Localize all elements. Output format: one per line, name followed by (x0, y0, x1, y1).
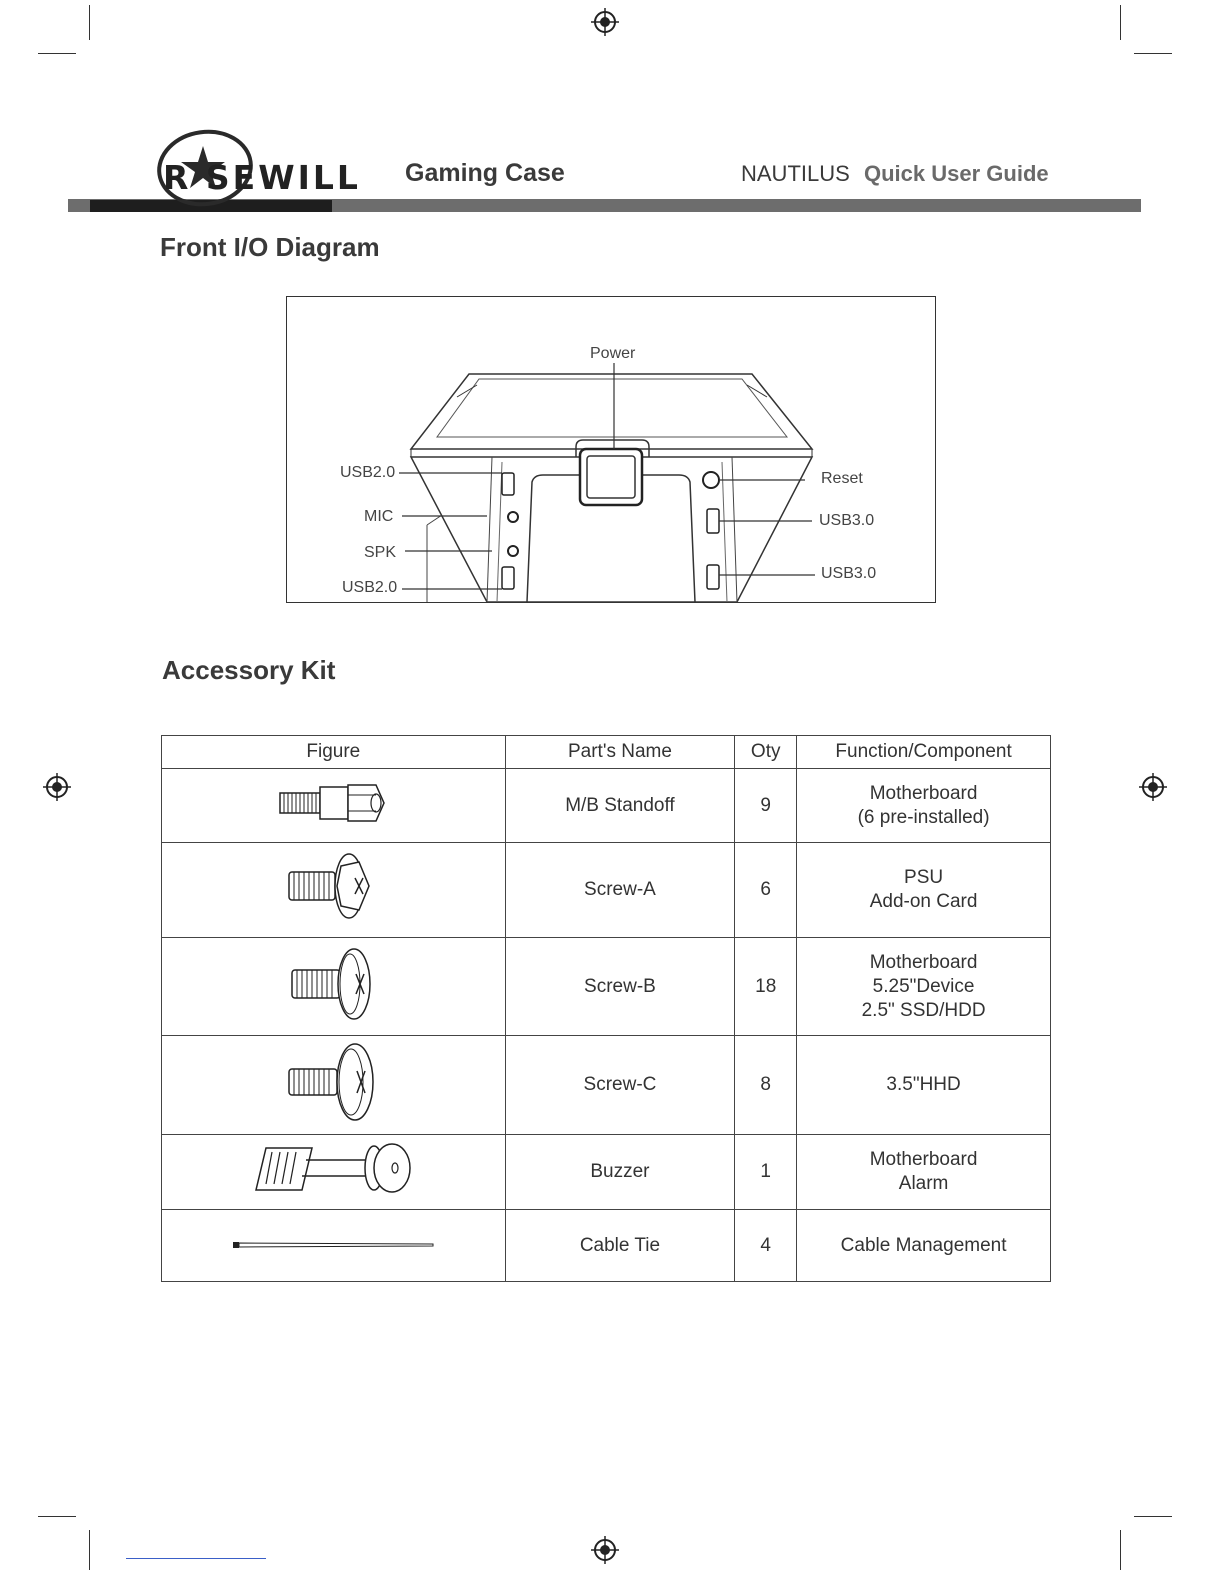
column-header-figure: Figure (162, 736, 506, 769)
figure-cell (162, 1036, 506, 1135)
figure-cell (162, 843, 506, 938)
function-line: Motherboard (869, 782, 978, 804)
table-header-row (162, 736, 1051, 769)
registration-mark-icon (590, 1535, 620, 1565)
crop-mark (1120, 5, 1121, 40)
screw-a-icon (285, 852, 381, 922)
mb-standoff-icon (278, 781, 388, 825)
section-title-front-io: Front I/O Diagram (160, 232, 380, 262)
io-label-mic: MIC (364, 508, 394, 525)
table-row (162, 843, 1051, 938)
figure-cell (162, 769, 506, 843)
function-cell (797, 843, 1051, 938)
crop-mark (89, 5, 90, 40)
guide-title: Quick User Guide (864, 161, 1049, 186)
brand-name: R SEWILL (163, 158, 361, 197)
part-name-cell: Screw-B (505, 938, 735, 1036)
function-line: Motherboard (869, 1149, 978, 1170)
section-title-accessory-kit: Accessory Kit (162, 655, 336, 685)
footer-link-underline (126, 1558, 266, 1559)
figure-cell (162, 1135, 506, 1210)
product-type: Gaming Case (405, 159, 565, 187)
registration-mark-icon (590, 7, 620, 37)
part-name-cell: M/B Standoff (505, 769, 735, 843)
table-row (162, 1210, 1051, 1282)
function-line: 5.25"Device (872, 975, 975, 997)
qty-cell: 6 (735, 843, 797, 938)
io-label-usb2-bottom: USB2.0 (342, 579, 398, 596)
part-name-cell: Buzzer (505, 1135, 735, 1210)
part-name-cell: Cable Tie (505, 1210, 735, 1282)
table-row (162, 938, 1051, 1036)
function-cell (797, 1135, 1051, 1210)
brand-logo (155, 122, 415, 214)
crop-mark (1134, 1516, 1172, 1517)
registration-mark-icon (42, 772, 72, 802)
function-line: 2.5" SSD/HDD (861, 999, 986, 1021)
qty-cell: 9 (735, 769, 797, 843)
function-line: PSU (904, 867, 944, 888)
crop-mark (1120, 1530, 1121, 1570)
model-name: NAUTILUS (741, 161, 850, 186)
function-line: Add-on Card (869, 891, 978, 912)
function-line: Motherboard (869, 951, 978, 973)
buzzer-icon (252, 1140, 414, 1198)
part-name-cell: Screw-A (505, 843, 735, 938)
front-io-diagram (286, 296, 936, 603)
function-cell (797, 1036, 1051, 1135)
screw-c-icon (285, 1041, 381, 1123)
qty-cell: 4 (735, 1210, 797, 1282)
io-label-power: Power (590, 345, 636, 362)
qty-cell: 8 (735, 1036, 797, 1135)
function-line: (6 pre-installed) (857, 806, 990, 828)
crop-mark (1134, 53, 1172, 54)
function-line: Alarm (898, 1173, 949, 1194)
table-row (162, 1135, 1051, 1210)
crop-mark (38, 53, 76, 54)
column-header-part-name: Part's Name (505, 736, 735, 769)
function-cell (797, 769, 1051, 843)
function-cell (797, 1210, 1051, 1282)
accessory-table (161, 735, 1051, 1282)
io-label-spk: SPK (364, 544, 397, 561)
table-row (162, 769, 1051, 843)
function-line: 3.5"HHD (886, 1074, 961, 1095)
io-label-usb3-bottom: USB3.0 (821, 565, 877, 582)
column-header-function: Function/Component (797, 736, 1051, 769)
cable-tie-icon (231, 1239, 435, 1251)
crop-mark (89, 1530, 90, 1570)
screw-b-icon (288, 946, 378, 1022)
registration-mark-icon (1138, 772, 1168, 802)
column-header-qty: Oty (735, 736, 797, 769)
io-label-usb3-top: USB3.0 (819, 512, 875, 529)
io-label-reset: Reset (821, 470, 863, 487)
figure-cell (162, 1210, 506, 1282)
crop-mark (38, 1516, 76, 1517)
part-name-cell: Screw-C (505, 1036, 735, 1135)
figure-cell (162, 938, 506, 1036)
function-cell (797, 938, 1051, 1036)
qty-cell: 1 (735, 1135, 797, 1210)
io-label-usb2-top: USB2.0 (340, 464, 396, 481)
table-row (162, 1036, 1051, 1135)
qty-cell: 18 (735, 938, 797, 1036)
function-line: Cable Management (840, 1234, 1007, 1256)
